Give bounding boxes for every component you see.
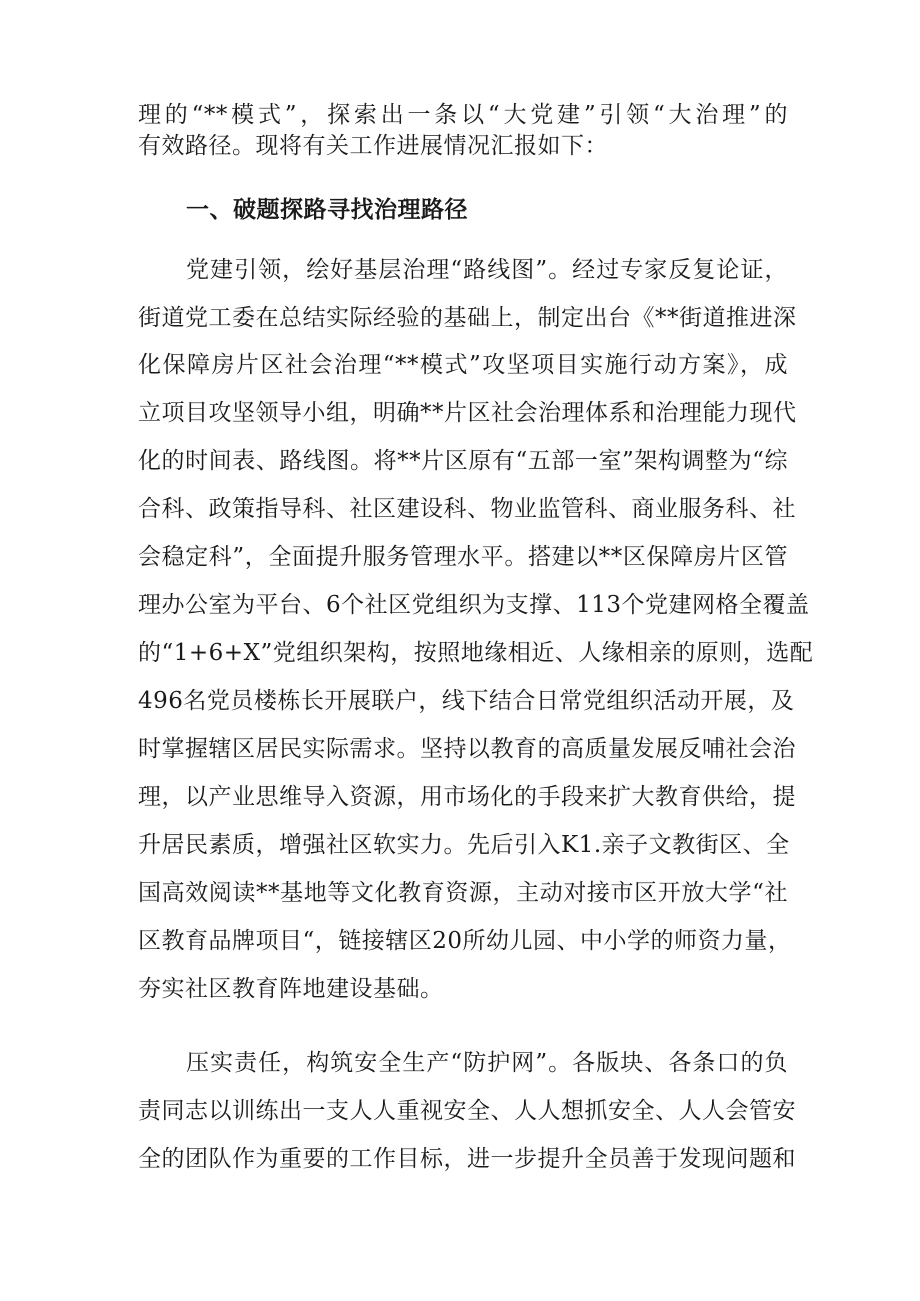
paragraph-2-line: 责同志以训练出一支人人重视安全、人人想抓安全、人人会管安: [138, 1098, 796, 1124]
paragraph-1-line: 的“1+6+X”党组织架构，按照地缘相近、人缘相亲的原则，选配: [138, 640, 814, 666]
paragraph-1-line: 区教育品牌项目“，链接辖区20所幼儿园、中小学的师资力量，: [138, 928, 792, 954]
paragraph-1-line: 合科、政策指导科、社区建设科、物业监管科、商业服务科、社: [138, 496, 796, 522]
paragraph-1-line: 化的时间表、路线图。将**片区原有“五部一室”架构调整为“综: [138, 448, 788, 474]
paragraph-1-line: 496名党员楼栋长开展联户，线下结合日常党组织活动开展，及: [138, 688, 795, 714]
paragraph-1-line: 时掌握辖区居民实际需求。坚持以教育的高质量发展反哺社会治: [138, 736, 796, 762]
paragraph-1-line: 立项目攻坚领导小组，明确**片区社会治理体系和治理能力现代: [138, 400, 797, 426]
paragraph-1-line: 国高效阅读**基地等文化教育资源，主动对接市区开放大学“社: [138, 880, 788, 906]
paragraph-1-line: 理办公室为平台、6个社区党组织为支撑、113个党建网格全覆盖: [138, 592, 810, 618]
paragraph-1-line: 街道党工委在总结实际经验的基础上，制定出台《**街道推进深: [138, 305, 797, 331]
paragraph-2-line: 全的团队作为重要的工作目标，进一步提升全员善于发现问题和: [138, 1146, 796, 1172]
paragraph-1-line: 党建引领，绘好基层治理“路线图”。经过专家反复论证，: [186, 257, 788, 283]
intro-line-1: 理的“**模式”，探索出一条以“大党建”引领“大治理”的: [138, 102, 788, 128]
paragraph-1-line: 理，以产业思维导入资源，用市场化的手段来扩大教育供给，提: [138, 784, 796, 810]
section-heading: 一、破题探路寻找治理路径: [186, 197, 468, 223]
intro-line-2: 有效路径。现将有关工作进展情况汇报如下：: [138, 133, 608, 159]
paragraph-1-line: 夯实社区教育阵地建设基础。: [138, 976, 444, 1002]
paragraph-1-line: 会稳定科”，全面提升服务管理水平。搭建以**区保障房片区管: [138, 544, 788, 570]
paragraph-1-line: 升居民素质，增强社区软实力。先后引入K1.亲子文教街区、全: [138, 832, 790, 858]
paragraph-1-line: 化保障房片区社会治理“**模式”攻坚项目实施行动方案》，成: [138, 352, 788, 378]
paragraph-2-line: 压实责任，构筑安全生产“防护网”。各版块、各条口的负: [186, 1050, 788, 1076]
